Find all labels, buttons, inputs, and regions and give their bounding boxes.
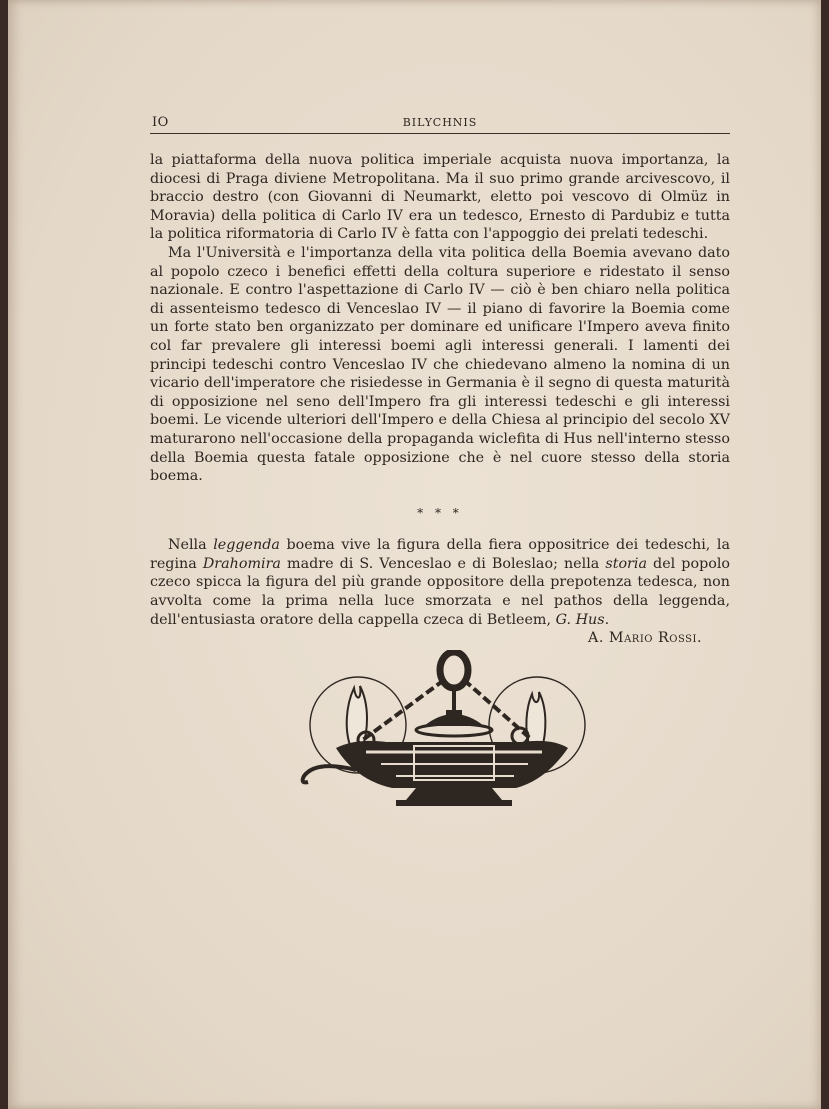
emphasis-storia: storia	[605, 555, 647, 572]
author-signature: A. Mario Rossi.	[588, 630, 702, 647]
paragraph-1: la piattaforma della nuova politica imperiale acquista nuova importanza, la diocesi di Praga diviene Metropolitana. Ma il suo primo grande arcivescovo, il braccio destro (con Giovanni di Neumarkt, eletto poi vescovo di Olmüz in Moravia) della politica di Carlo IV era un tedesco, Ernesto di Pardubiz e tutta la politica riformatoria di Carlo IV è fatta con l'appoggio dei prelati tedeschi.	[150, 152, 730, 243]
article-body	[150, 151, 730, 648]
paragraph-3: Nella leggenda boema vive la figura della fiera oppositrice dei tedeschi, la regina Drahomira madre di S. Venceslao e di Boleslao; nella storia del popolo czeco spicca la figura del più grande oppositore della prepotenza tedesca, non avvolta come la prima nella luce smorzata e nel pathos della leggenda, dell'entusiasta oratore della cappella czeca di Betleem, G. Hus.	[150, 537, 731, 628]
running-header	[150, 113, 730, 134]
emphasis-leggenda: leggenda	[213, 537, 280, 554]
oil-lamp-icon	[296, 650, 588, 808]
emphasis-hus: G. Hus	[555, 611, 605, 628]
paragraph-2: Ma l'Università e l'importanza della vita politica della Boemia avevano dato al popolo czeco i benefici effetti della coltura superiore e ridestato il senso nazionale. E contro l'aspettazione di Carlo IV — ciò è ben chiaro nella politica di assenteismo tedesco di Venceslao IV — il piano di favorire la Boemia come un forte stato ben organizzato per dominare ed unificare l'Impero aveva finito col far prevalere gli interessi boemi agli interessi generali. I lamenti dei principi tedeschi contro Venceslao IV che chiedevano almeno la nomina di un vicario dell'imperatore che risiedesse in Germania è il segno di questa maturità di opposizione nel seno dell'Impero fra gli interessi tedeschi e gli interessi boemi. Le vicende ulteriori dell'Impero e della Chiesa al principio del secolo XV maturarono nell'occasione della propaganda wiclefita di Hus nell'interno stesso della Boemia questa fatale opposizione che è nel cuore stesso della storia boema.	[150, 244, 730, 485]
page-number: IO	[152, 115, 169, 130]
section-divider: * * *	[417, 505, 463, 520]
journal-name: BILYCHNIS	[402, 116, 478, 129]
emphasis-drahomira: Drahomira	[202, 555, 281, 572]
document-page	[8, 0, 821, 1109]
